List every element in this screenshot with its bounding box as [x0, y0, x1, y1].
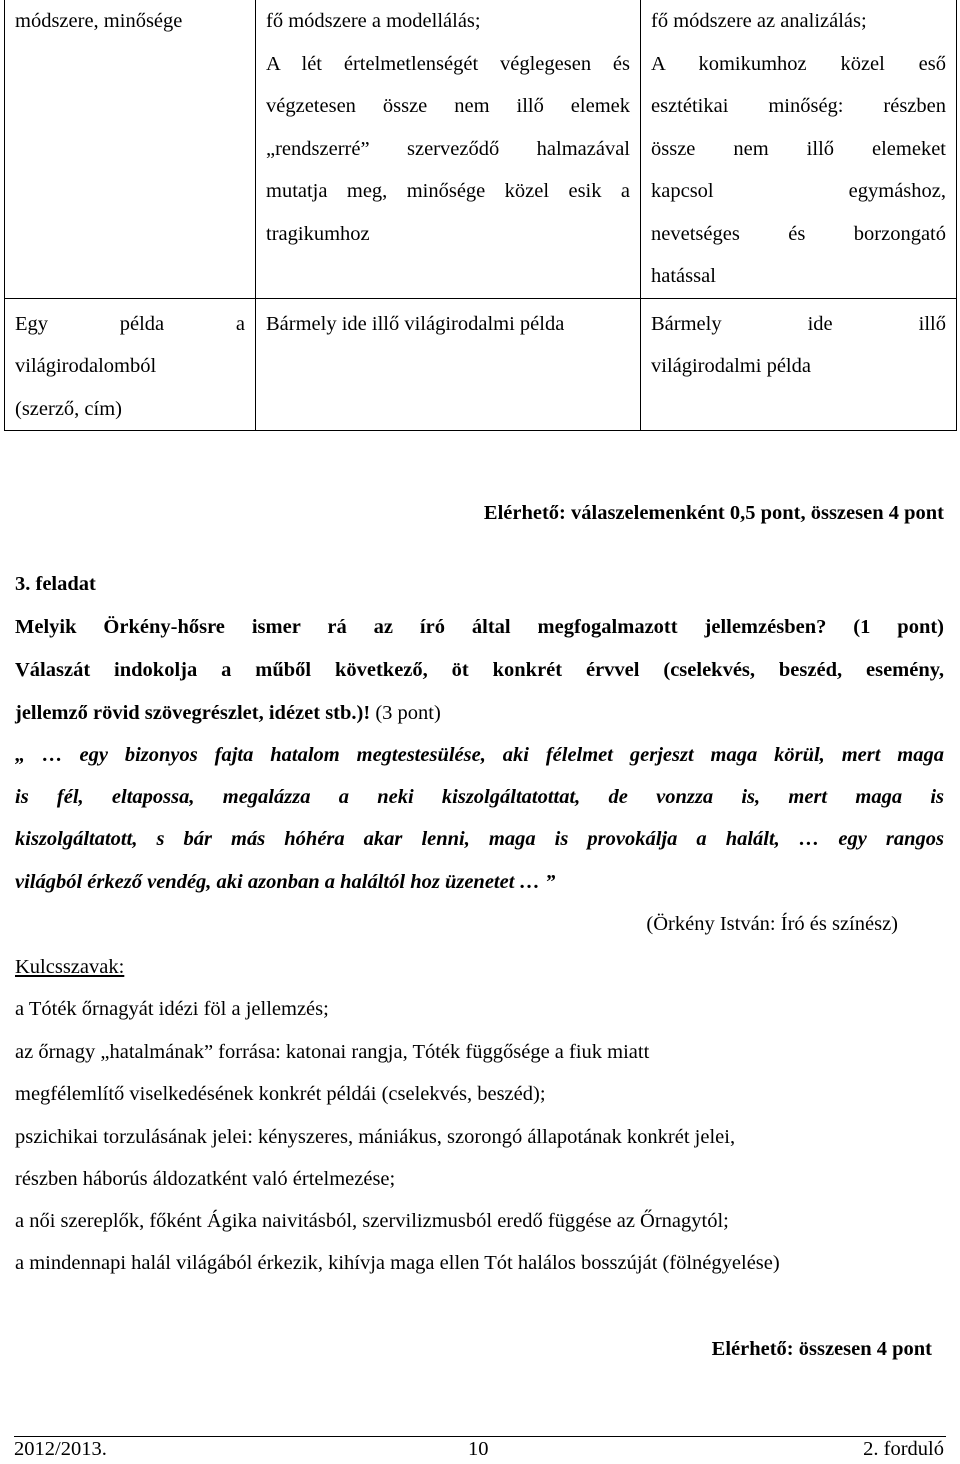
- keyword-line: az őrnagy „hatalmának” forrása: katonai rangja, Tóték függősége a fiuk miatt: [15, 1041, 650, 1063]
- table-cell: [641, 0, 957, 298]
- points-available: Elérhető: válaszelemenként 0,5 pont, összesen 4 pont: [483, 502, 944, 524]
- keyword-line: megfélemlítő viselkedésének konkrét példái (cselekvés, beszéd);: [15, 1083, 546, 1105]
- cell-text: kapcsol egymáshoz,: [651, 180, 946, 202]
- footer-page-number: 10: [468, 1438, 489, 1460]
- quote-text: kiszolgáltatott, s bár más hóhéra akar lenni, maga is provokálja a halált, … egy rangos: [15, 828, 944, 850]
- cell-text: mutatja meg, minősége közel esik a: [266, 180, 630, 202]
- cell-text: világirodalmi példa: [651, 355, 811, 377]
- cell-text: esztétikai minőség: részben: [651, 95, 946, 117]
- cell-text: hatással: [651, 265, 716, 287]
- keyword-line: pszichikai torzulásának jelei: kényszeres, mániákus, szorongó állapotának konkrét jelei,: [15, 1126, 736, 1148]
- cell-text: A lét értelmetlenségét véglegesen és: [266, 52, 630, 75]
- cell-text: végzetesen össze nem illő elemek: [266, 95, 630, 117]
- question-points: (3 pont): [370, 702, 441, 724]
- quote-line: [15, 828, 944, 851]
- question-text: Melyik Örkény-hősre ismer rá az író által megfogalmazott jellemzésben? (1 pont): [15, 616, 944, 638]
- cell-text: nevetséges és borzongató: [651, 222, 946, 245]
- table-cell: [256, 0, 641, 298]
- table-cell: [5, 0, 256, 298]
- task-question-line: [15, 616, 944, 639]
- question-text: Válaszát indokolja a műből következő, öt konkrét érvvel (cselekvés, beszéd, esemény,: [15, 659, 944, 681]
- cell-text: össze nem illő elemeket: [651, 137, 946, 160]
- cell-text: Egy példa a: [15, 312, 245, 335]
- cell-text: Bármely ide illő világirodalmi példa: [266, 312, 565, 335]
- table-row: [5, 298, 957, 431]
- table-cell: [641, 298, 957, 431]
- table-cell: [256, 298, 641, 431]
- keyword-line: a mindennapi halál világából érkezik, kihívja maga ellen Tót halálos bosszúját (fölnégyelése): [15, 1252, 780, 1274]
- quote-line: [15, 744, 944, 767]
- footer-round: 2. forduló: [863, 1438, 944, 1460]
- cell-text: fő módszere a modellálás;: [266, 10, 481, 32]
- quote-source: (Örkény István: Író és színész): [646, 913, 898, 935]
- quote-line: [15, 786, 944, 809]
- cell-text: fő módszere az analizálás;: [651, 10, 867, 32]
- quote-text: is fél, eltapossa, megalázza a neki kiszolgáltatottat, de vonzza is, mert maga is: [15, 786, 944, 808]
- task-title: 3. feladat: [15, 573, 96, 595]
- keywords-heading: Kulcsszavak:: [15, 956, 125, 978]
- cell-text: világirodalomból: [15, 355, 157, 377]
- cell-text: A komikumhoz közel eső: [651, 52, 946, 75]
- points-available-total: Elérhető: összesen 4 pont: [711, 1338, 932, 1360]
- cell-text: (szerző, cím): [15, 397, 122, 420]
- task-question-line: [15, 659, 944, 682]
- cell-text: módszere, minősége: [15, 10, 183, 32]
- quote-text: „ … egy bizonyos fajta hatalom megtestesülése, aki félelmet gerjeszt maga körül, mert maga: [15, 744, 944, 766]
- question-text: jellemző rövid szövegrészlet, idézet stb.)!: [15, 702, 371, 724]
- task-question-line: [15, 702, 441, 725]
- cell-text: „rendszerré” szerveződő halmazával: [266, 137, 630, 160]
- quote-line: világból érkező vendég, aki azonban a haláltól hoz üzenetet … ”: [15, 871, 556, 893]
- cell-text: tragikumhoz: [266, 222, 370, 245]
- cell-text: Bármely ide illő: [651, 312, 946, 335]
- keyword-line: részben háborús áldozatként való értelmezése;: [15, 1168, 396, 1190]
- footer-divider: [14, 1436, 946, 1437]
- answer-table: [4, 0, 957, 431]
- table-cell: [5, 298, 256, 431]
- keyword-line: a Tóték őrnagyát idézi föl a jellemzés;: [15, 998, 329, 1020]
- footer-school-year: 2012/2013.: [14, 1438, 107, 1460]
- table-row: [5, 0, 957, 298]
- keyword-line: a női szereplők, főként Ágika naivitásból, szervilizmusból eredő függése az Őrnagytól;: [15, 1210, 729, 1232]
